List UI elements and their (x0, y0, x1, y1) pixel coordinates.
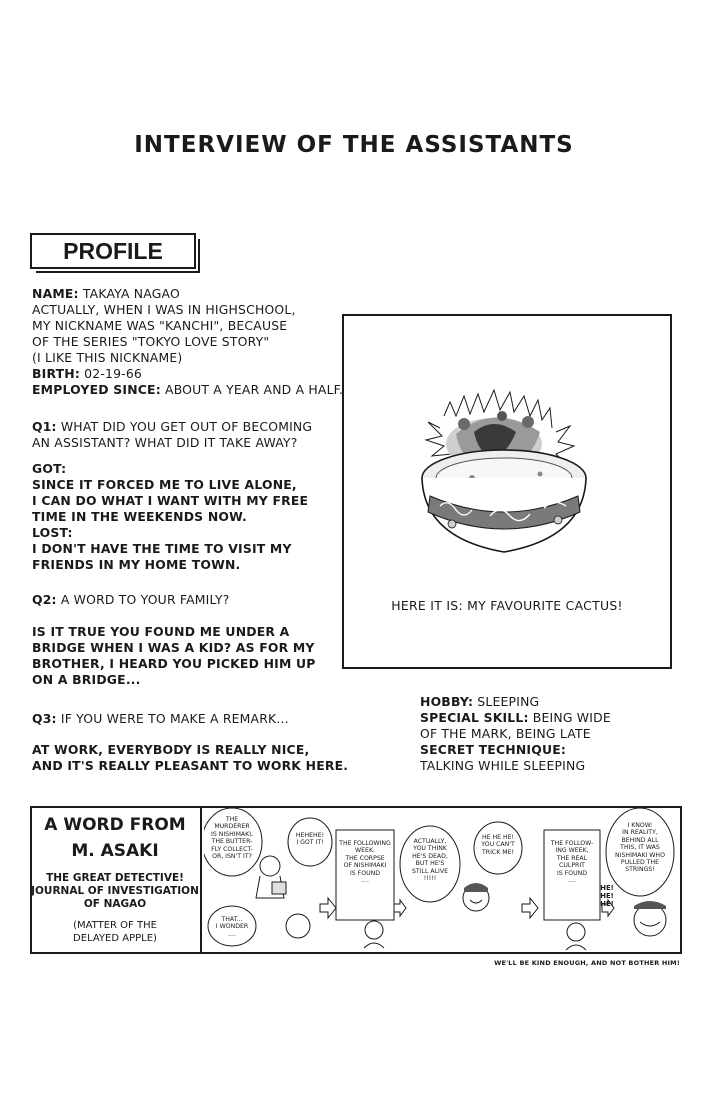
cactus-drawing (344, 316, 670, 667)
employed-value: ABOUT A YEAR AND A HALF. (160, 382, 344, 397)
lost-label: LOST: (32, 525, 73, 540)
got-line: I CAN DO WHAT I WANT WITH MY FREE (32, 493, 309, 508)
sound-effect: HE! HE! HE! (600, 884, 614, 908)
bubble-text: I KNOW: IN REALITY, BEHIND ALL THIS, IT WAS NISHIMAKI WHO PULLED THE STRINGS! (615, 822, 665, 874)
q3-line: AND IT'S REALLY PLEASANT TO WORK HERE. (32, 758, 349, 773)
footnote: WE'LL BE KIND ENOUGH, AND NOT BOTHER HIM! (494, 959, 680, 967)
q3-label: Q3: (32, 711, 57, 726)
employed-label: EMPLOYED SINCE: (32, 382, 161, 397)
secret-value: TALKING WHILE SLEEPING (420, 758, 586, 773)
word-from-author: M. ASAKI (71, 841, 159, 861)
q1-block (32, 419, 312, 451)
bubble-text: HE HE HE! YOU CAN'T TRICK ME! (481, 834, 515, 856)
q3-line: AT WORK, EVERYBODY IS REALLY NICE, (32, 742, 310, 757)
lost-line: I DON'T HAVE THE TIME TO VISIT MY (32, 541, 292, 556)
name-label: NAME: (32, 286, 79, 301)
q1-label: Q1: (32, 419, 57, 434)
q2-block (32, 592, 230, 608)
matter-line: DELAYED APPLE) (73, 933, 157, 944)
profile-details (32, 286, 343, 398)
cactus-caption: HERE IT IS: MY FAVOURITE CACTUS! (391, 598, 623, 613)
lost-line: FRIENDS IN MY HOME TOWN. (32, 557, 241, 572)
q2-line: ON A BRIDGE... (32, 672, 141, 687)
q1-answer (32, 461, 308, 573)
name-value: TAKAYA NAGAO (78, 286, 180, 301)
nickname-line: (I LIKE THIS NICKNAME) (32, 350, 183, 365)
q2-line: BRIDGE WHEN I WAS A KID? AS FOR MY (32, 640, 315, 655)
journal-title: OF NAGAO (83, 898, 147, 910)
q2-question: A WORD TO YOUR FAMILY? (56, 592, 230, 607)
q2-label: Q2: (32, 592, 57, 607)
word-from-heading: A WORD FROM (44, 815, 186, 835)
bubble-text: THE MURDERER IS NISHIMAKI, THE BUTTER- FLY COLLECT- OR, ISN'T IT? (211, 816, 253, 861)
extras-block (420, 694, 611, 774)
q3-answer (32, 742, 348, 774)
hobby-value: SLEEPING (473, 694, 540, 709)
q2-line: BROTHER, I HEARD YOU PICKED HIM UP (32, 656, 316, 671)
bubble-text: THAT... I WONDER .... (215, 916, 249, 938)
profile-label: PROFILE (63, 238, 163, 264)
nickname-line: OF THE SERIES "TOKYO LOVE STORY" (32, 334, 270, 349)
hobby-label: HOBBY: (420, 694, 474, 709)
secret-label: SECRET TECHNIQUE: (420, 742, 567, 757)
page-title: INTERVIEW OF THE ASSISTANTS (134, 132, 574, 158)
skill-label: SPECIAL SKILL: (420, 710, 529, 725)
got-line: SINCE IT FORCED ME TO LIVE ALONE, (32, 477, 297, 492)
bubble-text: THE FOLLOW- ING WEEK, THE REAL CULPRIT IS FOUND .... (550, 840, 594, 885)
q1-question: WHAT DID YOU GET OUT OF BECOMING (56, 419, 313, 434)
birth-value: 02-19-66 (80, 366, 142, 381)
q1-question: AN ASSISTANT? WHAT DID IT TAKE AWAY? (32, 435, 298, 450)
birth-label: BIRTH: (32, 366, 81, 381)
cactus-illustration-frame (342, 314, 672, 669)
bubble-text: HEHEHE! I GOT IT! (295, 832, 325, 847)
got-line: TIME IN THE WEEKENDS NOW. (32, 509, 247, 524)
skill-value: OF THE MARK, BEING LATE (420, 726, 591, 741)
nickname-line: MY NICKNAME WAS "KANCHI", BECAUSE (32, 318, 288, 333)
bubble-text: THE FOLLOWING WEEK. THE CORPSE OF NISHIMAKI IS FOUND .... (339, 840, 391, 885)
q2-line: IS IT TRUE YOU FOUND ME UNDER A (32, 624, 290, 639)
nickname-line: ACTUALLY, WHEN I WAS IN HIGHSCHOOL, (32, 302, 296, 317)
matter-line: (MATTER OF THE (73, 920, 157, 931)
bubble-text: ACTUALLY, YOU THINK HE'S DEAD, BUT HE'S STILL ALIVE !!!!! (411, 838, 449, 883)
journal-title: THE GREAT DETECTIVE! (46, 872, 184, 884)
comic-strip (204, 808, 680, 952)
profile-label-box (30, 233, 196, 269)
got-label: GOT: (32, 461, 67, 476)
q3-question: IF YOU WERE TO MAKE A REMARK... (56, 711, 289, 726)
skill-value: BEING WIDE (528, 710, 611, 725)
q3-block (32, 711, 289, 727)
word-from-panel (30, 806, 202, 954)
q2-answer (32, 624, 316, 688)
journal-title: JOURNAL OF INVESTIGATION (31, 885, 199, 897)
